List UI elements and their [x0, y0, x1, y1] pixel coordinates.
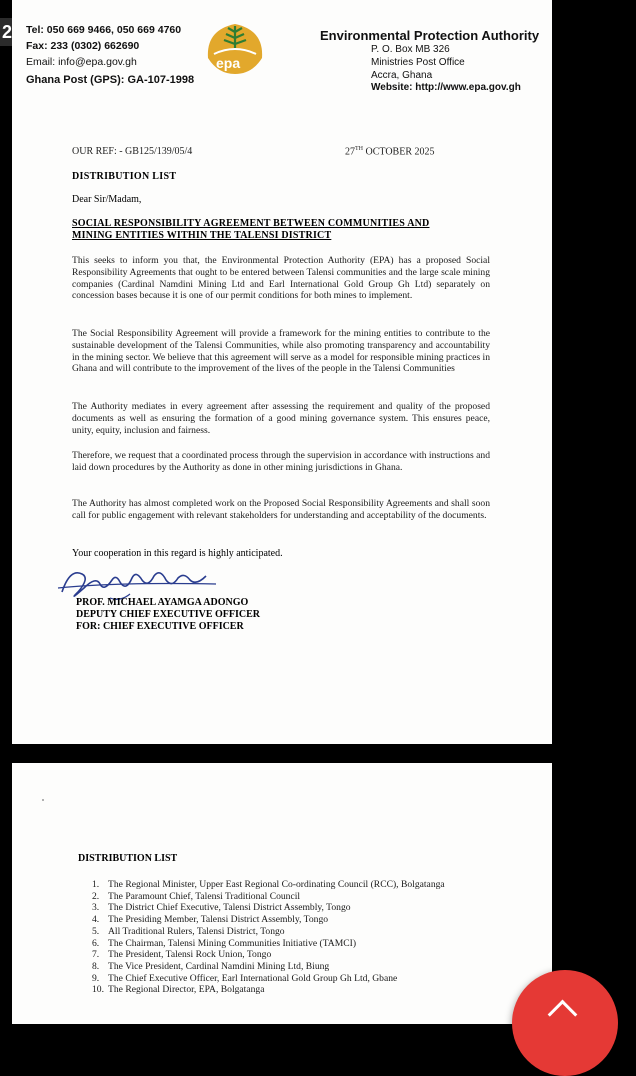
- item-number: 7.: [92, 949, 100, 961]
- reference-number: OUR REF: - GB125/139/05/4: [72, 146, 193, 157]
- list-item: [92, 914, 445, 926]
- org-name: Environmental Protection Authority: [320, 28, 540, 43]
- item-number: 5.: [92, 925, 100, 937]
- email-line: Email: info@epa.gov.gh: [26, 56, 137, 68]
- addressee: DISTRIBUTION LIST: [72, 171, 177, 182]
- list-item: [92, 902, 445, 914]
- list-item: [92, 949, 445, 961]
- closing-line: Your cooperation in this regard is highly anticipated.: [72, 548, 283, 559]
- item-number: 4.: [92, 914, 100, 926]
- letter-page-1: [12, 0, 552, 744]
- letter-page-2: [12, 763, 552, 1024]
- list-item: [92, 984, 445, 996]
- city: Accra, Ghana: [371, 70, 433, 81]
- item-text: The President, Talensi Rock Union, Tongo: [108, 949, 272, 961]
- item-number: 3.: [92, 902, 100, 914]
- chevron-up-icon: [548, 1000, 578, 1030]
- po-box: P. O. Box MB 326: [371, 44, 450, 55]
- paragraph: This seeks to inform you that, the Environmental Protection Authority (EPA) has a proposed Social Responsibility Agreements that ought to be entered between Talensi communities and the large scale mining companies (Cardinal Namdini Mining Ltd and Earl International Gold Group Gh Ltd) separately on concession bases because it is one of our permit conditions for both mines to implement.: [72, 255, 490, 302]
- fax-line: Fax: 233 (0302) 662690: [26, 40, 140, 52]
- page-indicator: 2: [0, 18, 14, 46]
- item-text: The Paramount Chief, Talensi Traditional Council: [108, 890, 301, 902]
- ghana-post-line: Ghana Post (GPS): GA-107-1998: [26, 74, 195, 86]
- paragraph: The Authority mediates in every agreement after assessing the requirement and quality of the proposed documents as well as ensuring the formation of a good mining governance system. This ensures peace, unity, equity, inclusion and fairness.: [72, 401, 490, 436]
- list-item: [92, 891, 445, 903]
- salutation: Dear Sir/Madam,: [72, 194, 142, 205]
- date-day: 27: [345, 146, 355, 158]
- item-text: The Presiding Member, Talensi District Assembly, Tongo: [108, 914, 329, 926]
- signer-name: PROF. MICHAEL AYAMGA ADONGO: [76, 597, 249, 608]
- subject-line-2: MINING ENTITIES WITHIN THE TALENSI DISTRICT: [72, 230, 332, 241]
- item-text: The Regional Minister, Upper East Regional Co-ordinating Council (RCC), Bolgatanga: [108, 879, 445, 890]
- item-text: The Chairman, Talensi Mining Communities Initiative (TAMCI): [108, 937, 357, 949]
- letter-date: [345, 146, 435, 157]
- distribution-list-title: DISTRIBUTION LIST: [78, 853, 178, 864]
- contact-block: [26, 22, 181, 70]
- list-item: [92, 879, 445, 891]
- signer-for: FOR: CHIEF EXECUTIVE OFFICER: [76, 621, 244, 632]
- item-text: The Chief Executive Officer, Earl International Gold Group Gh Ltd, Gbane: [108, 972, 398, 984]
- paragraph: The Authority has almost completed work on the Proposed Social Responsibility Agreements and shall soon call for public engagement with relevant stakeholders for understanding and acceptability of the documents.: [72, 498, 490, 521]
- item-text: The Regional Director, EPA, Bolgatanga: [108, 984, 265, 996]
- list-item: [92, 973, 445, 985]
- date-rest: OCTOBER 2025: [363, 146, 435, 158]
- scroll-up-button[interactable]: [512, 970, 618, 1076]
- signer-title: DEPUTY CHIEF EXECUTIVE OFFICER: [76, 609, 260, 620]
- tel-line: Tel: 050 669 9466, 050 669 4760: [26, 24, 182, 36]
- epa-logo: [202, 18, 268, 76]
- paragraph: Therefore, we request that a coordinated process through the supervision in accordance with instructions and laid down procedures by the Authority as done in other mining jurisdictions in Ghana.: [72, 450, 490, 473]
- list-item: [92, 961, 445, 973]
- distribution-list: [92, 879, 445, 996]
- item-text: The District Chief Executive, Talensi District Assembly, Tongo: [108, 902, 351, 914]
- logo-text: epa: [216, 55, 241, 71]
- item-number: 10.: [92, 984, 104, 996]
- item-text: All Traditional Rulers, Talensi District, Tongo: [108, 925, 285, 937]
- item-number: 8.: [92, 960, 100, 972]
- item-number: 2.: [92, 890, 100, 902]
- paragraph: The Social Responsibility Agreement will provide a framework for the mining entities to contribute to the sustainable development of the Talensi Communities, while also promoting transparency and accountability in the mining sector. We believe that this agreement will serve as a model for responsible mining practices in Ghana and will contribute to the improvement of the lives of the people in the Talensi Communities: [72, 328, 490, 375]
- item-number: 9.: [92, 972, 100, 984]
- ministries-post: Ministries Post Office: [371, 57, 465, 68]
- date-suffix: TH: [355, 146, 363, 152]
- item-number: 6.: [92, 937, 100, 949]
- subject-line-1: SOCIAL RESPONSIBILITY AGREEMENT BETWEEN COMMUNITIES AND: [72, 218, 430, 229]
- list-item: [92, 926, 445, 938]
- list-item: [92, 938, 445, 950]
- address-block: [320, 28, 539, 93]
- speck: [42, 799, 44, 801]
- item-number: 1.: [92, 879, 100, 890]
- subject-heading: [72, 218, 462, 242]
- website: Website: http://www.epa.gov.gh: [371, 82, 521, 93]
- item-text: The Vice President, Cardinal Namdini Mining Ltd, Biung: [108, 960, 330, 972]
- signer-block: [76, 597, 260, 633]
